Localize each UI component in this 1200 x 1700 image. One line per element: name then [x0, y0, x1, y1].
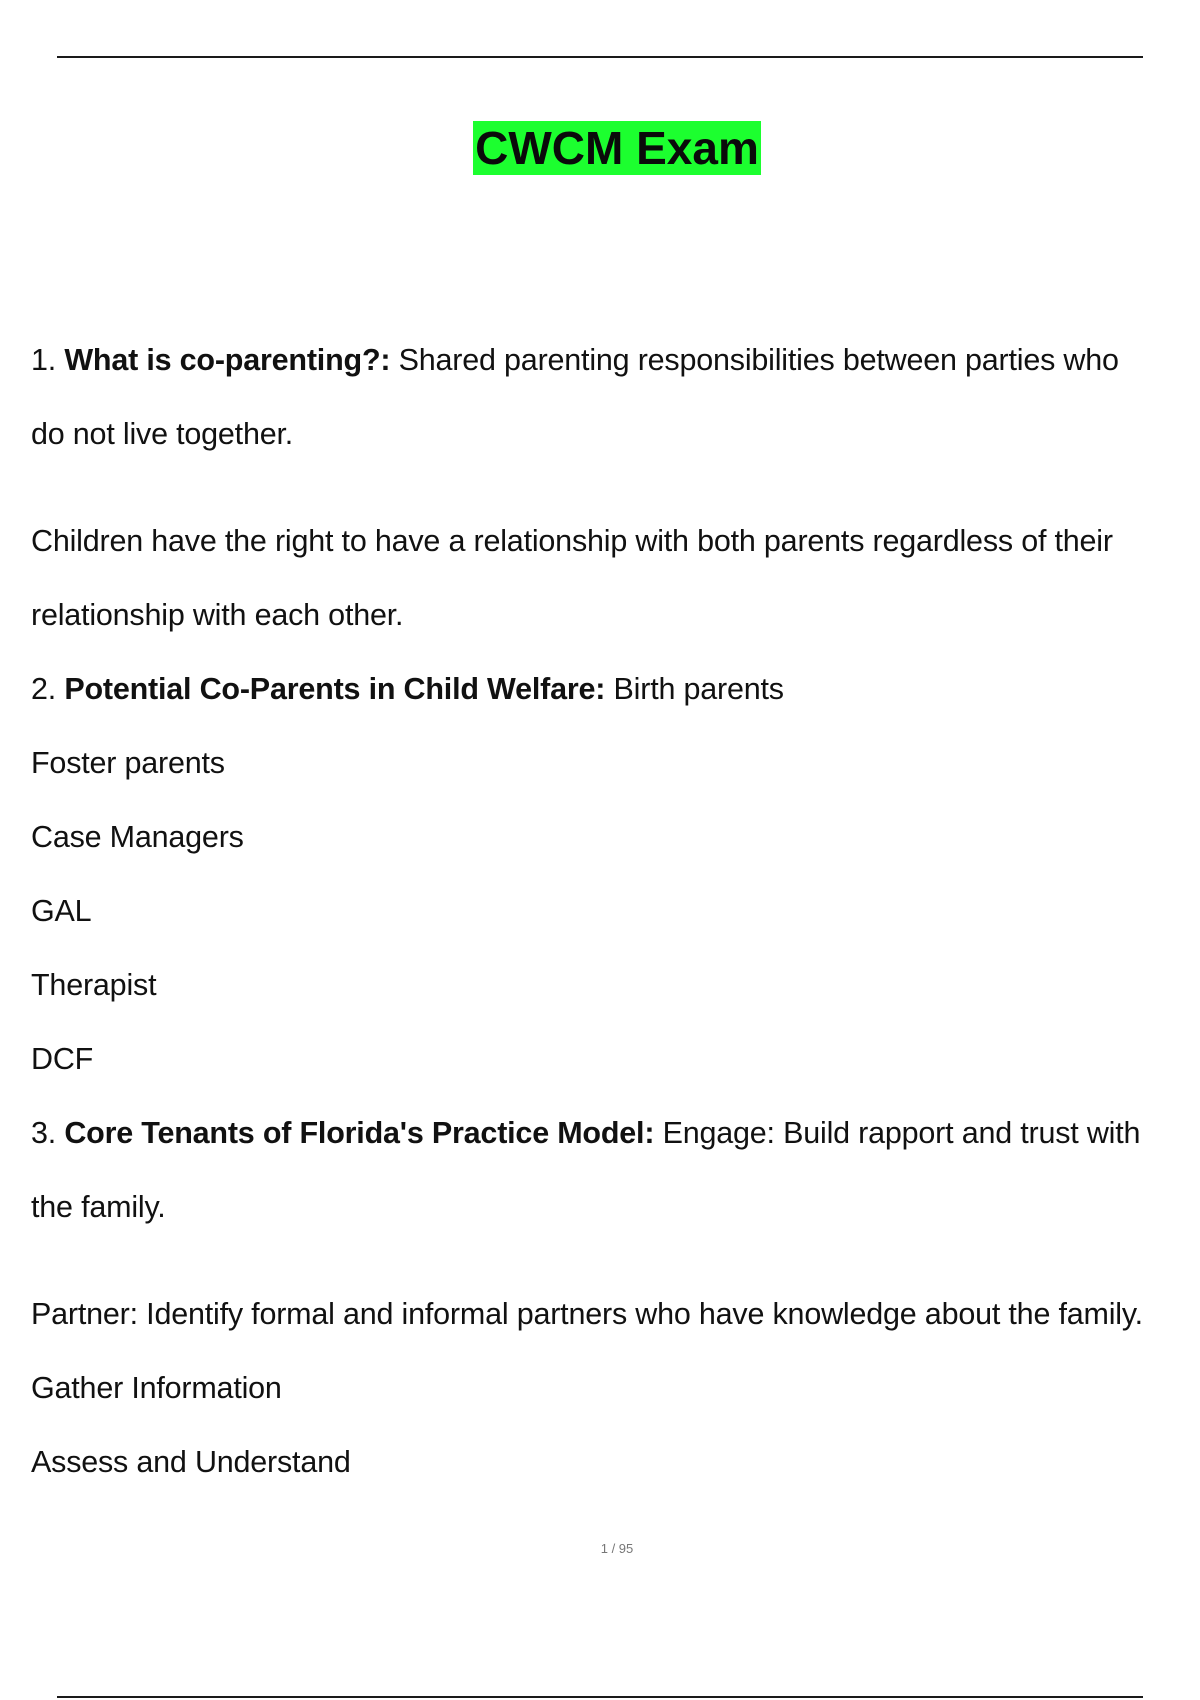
answer-line: GAL [31, 894, 92, 928]
document-body [31, 338, 1200, 1514]
item-question: Core Tenants of Florida's Practice Model: [64, 1116, 655, 1150]
item-answer-continuation: the family. [31, 1190, 166, 1224]
item-answer: Shared parenting responsibilities between parties who [398, 343, 1119, 377]
paragraph-gap [31, 486, 1200, 519]
answer-line: Therapist [31, 968, 157, 1002]
answer-line: Assess and Understand [31, 1445, 351, 1479]
item-question: Potential Co-Parents in Child Welfare: [64, 672, 606, 706]
item-answer-paragraph: relationship with each other. [31, 598, 404, 632]
item-number: 3. [31, 1116, 57, 1150]
item-answer: Engage: Build rapport and trust with [662, 1116, 1141, 1150]
item-answer-paragraph: Children have the right to have a relationship with both parents regardless of their [31, 524, 1113, 558]
title-container [17, 121, 1200, 175]
answer-line: Foster parents [31, 746, 225, 780]
item-1-line [31, 338, 1200, 412]
answer-line: DCF [31, 1042, 94, 1076]
answer-line: Partner: Identify formal and informal partners who have knowledge about the family. [31, 1297, 1143, 1331]
top-divider [57, 56, 1143, 58]
item-2-line [31, 667, 1200, 741]
item-number: 1. [31, 343, 57, 377]
item-3-line [31, 1111, 1200, 1185]
item-question: What is co-parenting?: [64, 343, 391, 377]
paragraph-gap [31, 1259, 1200, 1292]
page-number: 1 / 95 [600, 1541, 634, 1556]
item-number: 2. [31, 672, 57, 706]
answer-line: Gather Information [31, 1371, 282, 1405]
answer-line: Case Managers [31, 820, 244, 854]
bottom-divider [57, 1696, 1143, 1698]
page-title: CWCM Exam [475, 122, 759, 174]
item-answer-continuation: do not live together. [31, 417, 294, 451]
item-answer: Birth parents [613, 672, 784, 706]
